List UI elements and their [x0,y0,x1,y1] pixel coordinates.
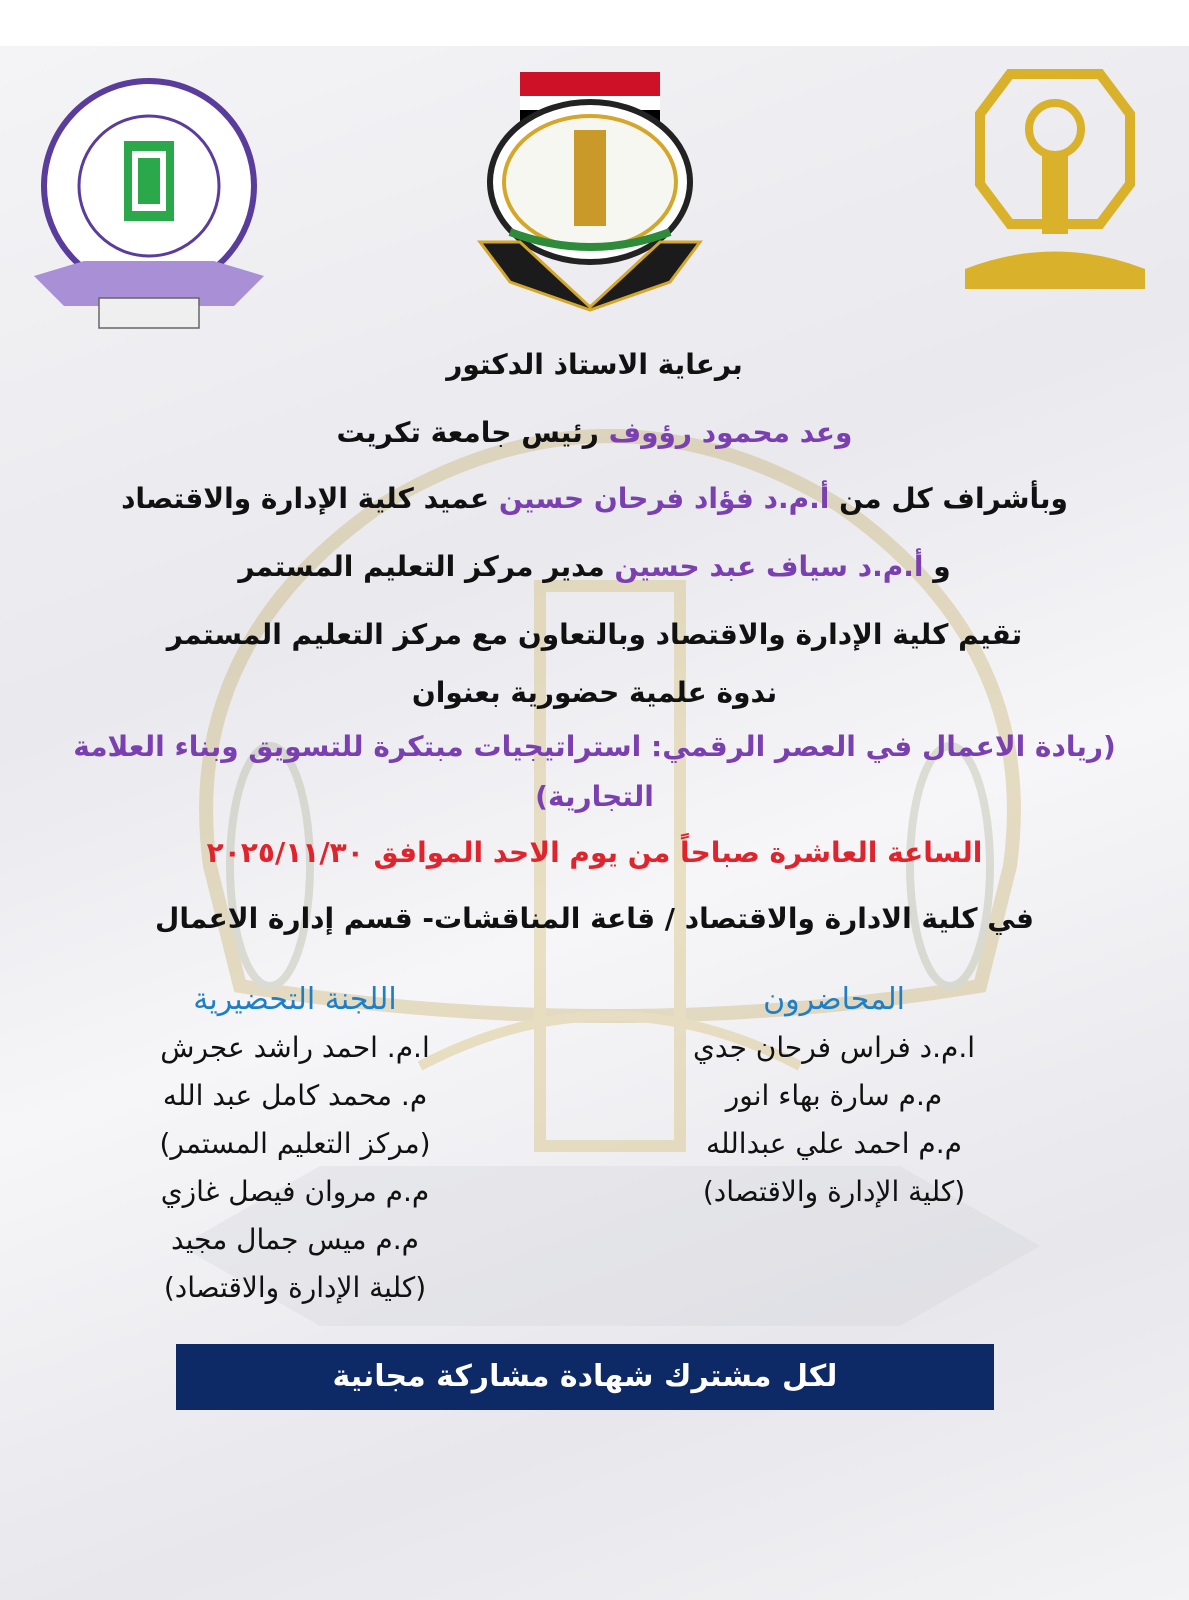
president-name: وعد محمود رؤوف [608,416,853,449]
director-prefix: و [923,550,951,583]
patronage-line: برعاية الاستاذ الدكتور [446,348,743,381]
poster [0,46,1189,1600]
committee-list [130,976,460,1312]
list-item: (كلية الإدارة والاقتصاد) [163,1271,427,1304]
organizer-line: تقيم كلية الإدارة والاقتصاد وبالتعاون مع مركز التعليم المستمر [166,618,1023,651]
list-item: م.م مروان فيصل غازي [160,1175,430,1208]
list-item: ا.م.د فراس فرحان جدي [692,1031,976,1064]
director-title: مدير مركز التعليم المستمر [238,550,615,583]
director-name: أ.م.د سياف عبد حسين [614,550,924,583]
supervision-line [0,482,1189,515]
president-line [0,416,1189,449]
president-title: رئيس جامعة تكريت [336,416,609,449]
supervision-prefix: وبأشراف كل من [829,482,1068,515]
seminar-title-line-1: (ريادة الاعمال في العصر الرقمي: استراتيجيات مبتكرة للتسويق وبناء العلامة [73,730,1116,763]
director-line [0,550,1189,583]
list-item: (مركز التعليم المستمر) [159,1127,431,1160]
lecturers-list [669,976,999,1216]
seminar-time: الساعة العاشرة صباحاً من يوم الاحد الموافق ٢٠٢٥/١١/٣٠ [206,836,983,869]
list-item: ا.م. احمد راشد عجرش [160,1031,430,1064]
seminar-type-line: ندوة علمية حضورية بعنوان [411,676,778,709]
college-logo-icon [24,66,274,336]
list-item: م.م سارة بهاء انور [725,1079,943,1112]
list-item: (كلية الإدارة والاقتصاد) [702,1175,966,1208]
continuing-education-center-logo-icon [470,62,710,312]
lecturers-heading: المحاضرون [763,982,905,1017]
tikrit-university-logo-icon [950,54,1160,304]
list-item: م.م ميس جمال مجيد [170,1223,419,1256]
seminar-location: في كلية الادارة والاقتصاد / قاعة المناقشات- قسم إدارة الاعمال [155,902,1034,935]
list-item: م.م احمد علي عبدالله [705,1127,962,1160]
seminar-title-line-2: التجارية) [535,780,654,813]
dean-name: أ.م.د فؤاد فرحان حسين [498,482,830,515]
certificate-banner: لكل مشترك شهادة مشاركة مجانية [176,1344,994,1410]
list-item: م. محمد كامل عبد الله [162,1079,428,1112]
committee-heading: اللجنة التحضيرية [193,982,397,1017]
dean-title: عميد كلية الإدارة والاقتصاد [121,482,499,515]
